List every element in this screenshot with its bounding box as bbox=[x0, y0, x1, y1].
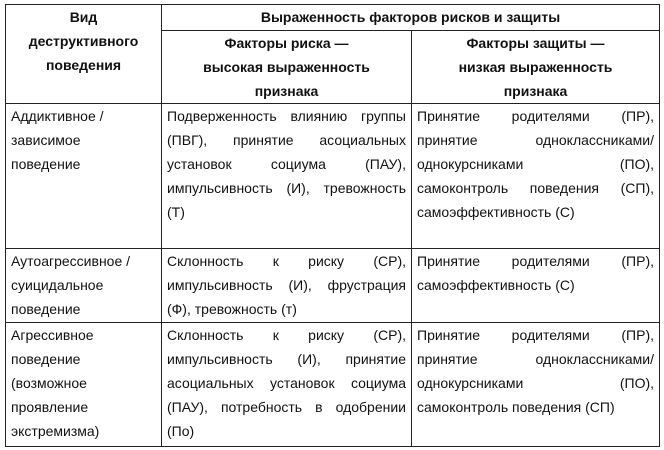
header-risk-line: Факторы риска — bbox=[224, 35, 349, 51]
table-row bbox=[6, 323, 660, 447]
header-behavior-type-line: поведения bbox=[45, 57, 122, 73]
risk-factors-cell: Склонность к риску (СР), импульсивность (И), принятие асоциальных установок социума (ПАУ), потребность в одобрении (По) bbox=[162, 323, 412, 447]
protection-factors-cell: Принятие родителями (ПР), принятие одноклассниками/ однокурсниками (ПО), самоконтроль поведения (СП), самоэффективность (С) bbox=[412, 104, 660, 249]
table-row bbox=[6, 249, 660, 323]
protection-factors-cell: Принятие родителями (ПР), принятие одноклассниками/ однокурсниками (ПО), самоконтроль поведения (СП) bbox=[412, 323, 660, 447]
header-risk-factors bbox=[162, 31, 412, 104]
risk-factors-cell: Подверженность влиянию группы (ПВГ), принятие асоциальных установок социума (ПАУ), импульсивность (И), тревожность (Т) bbox=[162, 104, 412, 249]
header-protection-factors bbox=[412, 31, 660, 104]
risk-factors-cell: Склонность к риску (СР), импульсивность (И), фрустрация (Ф), тревожность (т) bbox=[162, 249, 412, 323]
header-protect-line: признака bbox=[503, 83, 568, 99]
header-protect-line: Факторы защиты — bbox=[466, 35, 605, 51]
protection-factors-cell: Принятие родителями (ПР), самоэффективность (С) bbox=[412, 249, 660, 323]
header-protect-line: низкая выраженность bbox=[458, 59, 613, 75]
behavior-type-cell: Аутоагрессивное / суицидальное поведение bbox=[6, 249, 162, 323]
header-behavior-type bbox=[6, 5, 162, 104]
header-behavior-type-line: Вид bbox=[69, 9, 98, 25]
header-factors-group: Выраженность факторов рисков и защиты bbox=[162, 5, 660, 31]
behavior-type-cell: Агрессивное поведение (возможное проявление экстремизма) bbox=[6, 323, 162, 447]
behavior-type-cell: Аддиктивное / зависимое поведение bbox=[6, 104, 162, 249]
table-row bbox=[6, 104, 660, 249]
risk-protection-table bbox=[5, 4, 660, 447]
header-risk-line: признака bbox=[254, 83, 319, 99]
header-behavior-type-line: деструктивного bbox=[28, 33, 139, 49]
header-risk-line: высокая выраженность bbox=[203, 59, 370, 75]
header-row-top bbox=[6, 5, 660, 31]
